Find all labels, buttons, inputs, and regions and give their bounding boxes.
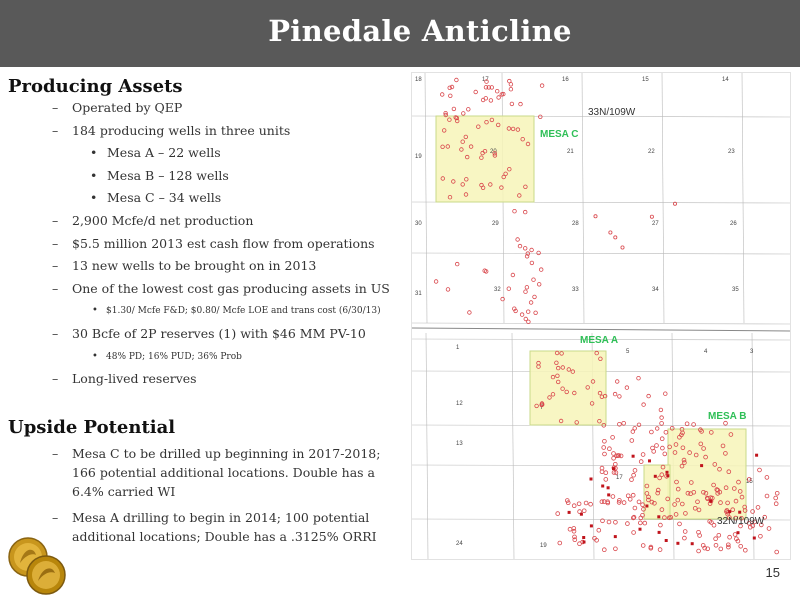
section-number: 17 [482,77,489,83]
well-symbol [507,287,511,291]
well-symbol [751,510,755,514]
well-symbol [654,475,657,478]
mesa-c-label: MESA C [540,129,579,140]
well-symbol [717,533,721,537]
well-symbol [452,107,456,111]
section-number: 4 [704,349,708,355]
list-item: – $5.5 million 2013 est cash flow from operations [52,235,375,251]
section-number: 16 [562,77,569,83]
well-symbol [532,278,536,282]
well-symbol [714,537,718,541]
well-symbol [709,500,712,503]
well-symbol [676,542,679,545]
well-symbol [631,493,635,497]
well-symbol [611,436,615,440]
well-symbol [638,521,642,525]
well-symbol [607,486,610,489]
well-symbol [612,467,615,470]
list-item: – Operated by QEP [52,100,183,115]
section-line [582,73,584,323]
well-symbol [683,530,687,534]
well-symbol [765,476,769,480]
section-number: 22 [648,149,655,155]
well-symbol [631,430,635,434]
section-number: 20 [490,149,497,155]
section-number: 12 [456,401,463,407]
well-symbol [582,536,585,539]
gold-coins-logo [6,533,68,595]
well-symbol [665,539,668,542]
well-symbol [630,478,634,482]
township-top-label: 33N/109W [588,107,636,118]
well-symbol [519,102,523,106]
well-symbol [691,542,694,545]
list-item: – One of the lowest cost gas producing assets in US [52,280,390,296]
section-number: 3 [750,349,754,355]
section-line [512,333,514,559]
section-number: 23 [728,149,735,155]
list-item: – 13 new wells to be brought on in 2013 [52,258,317,274]
well-symbol [434,280,438,284]
well-symbol [580,513,583,516]
well-symbol [609,231,612,234]
unit-boundaries [436,116,746,519]
well-symbol [737,531,740,534]
well-symbol [577,502,581,506]
well-symbol [650,430,654,434]
well-symbol [530,261,534,265]
well-symbol [613,392,617,396]
list-item: • Mesa C – 34 wells [90,190,222,206]
well-symbol [666,474,669,477]
well-symbol [513,209,517,213]
well-symbol [603,452,607,456]
well-symbol [597,528,601,532]
well-symbol [630,439,634,443]
section-number: 5 [626,349,630,355]
well-symbol [714,543,718,547]
well-symbol [626,522,630,526]
well-symbol [622,501,626,505]
well-symbol [540,84,544,88]
well-symbol [765,494,769,498]
well-symbol [622,421,626,425]
well-symbol [655,444,659,448]
producing-assets-heading: Producing Assets [8,76,183,97]
well-symbol [625,386,629,390]
well-symbol [685,422,689,426]
section-number: 18 [415,77,422,83]
list-item: – Mesa C to be drilled up beginning in 2017-2018; 166 potential additional locations. Double has a 6.4% carried WI [52,445,381,499]
well-symbol [614,520,618,524]
mesa-b-label: MESA B [708,411,747,422]
well-symbol [614,236,617,239]
well-symbol [614,535,617,538]
well-symbol [647,394,651,398]
well-symbol [533,295,537,299]
township-bottom-label: 32N/109W [717,516,765,527]
well-symbol [651,446,655,450]
well-symbol [510,102,514,106]
well-symbol [448,86,452,90]
well-symbol [462,112,466,116]
well-symbol [495,89,499,93]
well-symbol [455,262,459,266]
well-symbol [637,376,641,380]
well-symbol [572,504,576,508]
well-symbol [632,473,636,477]
well-symbol [607,520,611,524]
well-symbol [743,548,747,552]
list-item: • Mesa A – 22 wells [90,145,221,161]
well-symbol [738,511,741,514]
well-symbol [733,533,737,537]
well-symbol [524,290,528,294]
well-symbol [660,422,664,426]
well-symbol [594,215,597,218]
well-symbol [775,550,779,554]
well-symbol [756,506,760,510]
well-symbol [489,99,493,103]
well-symbol [607,493,610,496]
well-symbol [655,427,659,431]
well-symbol [440,93,444,97]
list-item: – 184 producing wells in three units [52,122,291,138]
well-symbol [583,541,586,544]
well-symbol [526,310,530,314]
upside-potential-heading: Upside Potential [8,416,176,438]
well-symbol [758,468,762,472]
well-symbol [530,248,534,252]
section-number: 13 [456,441,463,447]
well-symbol [468,311,472,315]
well-symbol [455,78,459,82]
well-symbol [642,403,646,407]
well-symbol [520,313,524,317]
well-symbol [509,87,513,91]
well-symbol [637,500,641,504]
township-line [412,328,790,331]
well-symbol [537,251,541,255]
well-symbol [759,534,763,538]
slide-title: Pinedale Anticline [268,14,572,48]
well-symbol [590,478,593,481]
section-number: 24 [456,541,463,547]
well-symbol [660,437,664,441]
well-symbol [641,453,645,457]
well-symbol [666,471,669,474]
list-item: • $1.30/ Mcfe F&D; $0.80/ Mcfe LOE and trans cost (6/30/13) [92,305,381,317]
well-symbol [539,268,543,272]
well-symbol [648,459,651,462]
well-symbol [678,522,682,526]
section-number: 19 [540,543,547,549]
lease-map-graphic [412,73,790,559]
well-symbol [509,83,513,87]
section-number: 27 [652,221,659,227]
well-symbol [602,446,606,450]
well-symbol [446,288,450,292]
well-symbol [614,547,618,551]
well-symbol [645,505,648,508]
well-symbol [664,392,668,396]
well-symbol [481,98,485,102]
well-symbol [643,521,647,525]
section-number: 29 [492,221,499,227]
mesa-a-label: MESA A [580,335,619,346]
well-symbol [660,416,664,420]
section-number: 33 [572,287,579,293]
well-symbol [516,238,520,242]
well-symbol [775,491,779,495]
section-line [742,73,744,323]
lease-map [411,72,791,560]
well-symbol [467,108,471,112]
section-number: 15 [642,77,649,83]
well-symbol [537,283,541,287]
section-line [412,323,790,324]
section-number: 34 [652,287,659,293]
well-symbol [683,536,687,540]
section-number: 26 [730,221,737,227]
list-item: • 48% PD; 16% PUD; 36% Prob [92,350,242,362]
mesa-a-unit [530,351,606,425]
well-symbol [450,85,454,89]
content-text [8,76,403,548]
well-symbol [632,531,636,535]
well-symbol [727,545,731,549]
list-item: – Long-lived reserves [52,371,197,387]
well-symbol [637,423,641,427]
well-symbol [497,96,501,100]
section-number: 35 [732,287,739,293]
section-number: 17 [616,475,623,481]
well-symbol [659,408,663,412]
well-symbol [518,244,522,248]
well-symbol [608,447,612,451]
well-symbol [767,527,771,531]
list-item: – 30 Bcfe of 2P reserves (1) with $46 MM PV-10 [52,325,366,341]
well-symbol [611,495,615,499]
well-symbol [590,524,593,527]
well-symbol [523,210,527,214]
well-symbol [600,500,604,504]
well-symbol [641,544,645,548]
well-symbol [525,286,529,290]
list-item: • Mesa B – 128 wells [90,167,229,183]
well-symbol [658,531,661,534]
section-number: 14 [722,77,729,83]
well-symbol [659,523,663,527]
well-symbol [584,501,588,505]
section-number: 28 [572,221,579,227]
mesa-b-unit [668,429,746,519]
list-item: – 2,900 Mcfe/d net production [52,212,254,228]
well-symbol [663,452,667,456]
well-symbol [633,469,637,473]
well-symbol [632,455,635,458]
well-symbol [755,454,758,457]
well-symbol [568,527,572,531]
well-symbol [589,502,593,506]
well-symbol [615,380,619,384]
section-line [425,73,427,323]
section-number: 31 [415,291,422,297]
section-number: 7 [540,405,544,411]
section-line [412,253,790,254]
well-symbol [700,464,703,467]
well-symbol [568,511,571,514]
well-symbol [618,395,622,399]
well-symbol [534,311,538,315]
well-symbol [572,529,576,533]
section-number: 15 [746,479,753,485]
well-symbol [558,541,562,545]
well-symbol [753,537,756,540]
well-symbol [602,548,606,552]
well-symbol [774,496,778,500]
section-number: 32 [494,287,501,293]
upside-potential-list [8,442,403,548]
well-symbol [601,485,604,488]
well-symbol [539,115,543,119]
well-symbol [523,247,527,251]
well-symbol [621,246,624,249]
section-number: 1 [456,345,460,351]
well-symbol [657,515,660,518]
well-symbol [697,549,701,553]
well-symbol [556,512,560,516]
well-symbol [650,215,653,218]
well-symbol [511,273,515,277]
well-symbol [604,478,608,482]
well-symbol [774,502,778,506]
well-symbol [712,523,716,527]
well-symbol [719,547,723,551]
well-symbol [603,439,607,443]
producing-assets-list [8,97,403,391]
well-symbol [639,460,643,464]
well-symbol [728,510,731,513]
well-symbol [604,471,608,475]
well-symbol [449,94,453,98]
section-line [426,333,428,559]
well-symbol [739,544,743,548]
page-number: 15 [765,565,780,580]
well-symbol [658,548,662,552]
well-symbol [661,446,665,450]
well-symbol [639,528,642,531]
well-symbol [728,535,732,539]
well-symbol [582,509,586,513]
section-number: 30 [415,221,422,227]
well-symbol [664,430,668,434]
title-bar [0,0,800,67]
section-line [662,73,664,323]
well-symbol [474,90,478,94]
list-item: – Mesa A drilling to begin in 2014; 100 potential additional locations; Double has a .3125% ORRI [52,509,377,544]
section-number: 21 [567,149,574,155]
well-symbol [633,506,637,510]
section-number: 19 [415,154,422,160]
well-symbol [529,301,533,305]
well-symbol [628,497,632,501]
